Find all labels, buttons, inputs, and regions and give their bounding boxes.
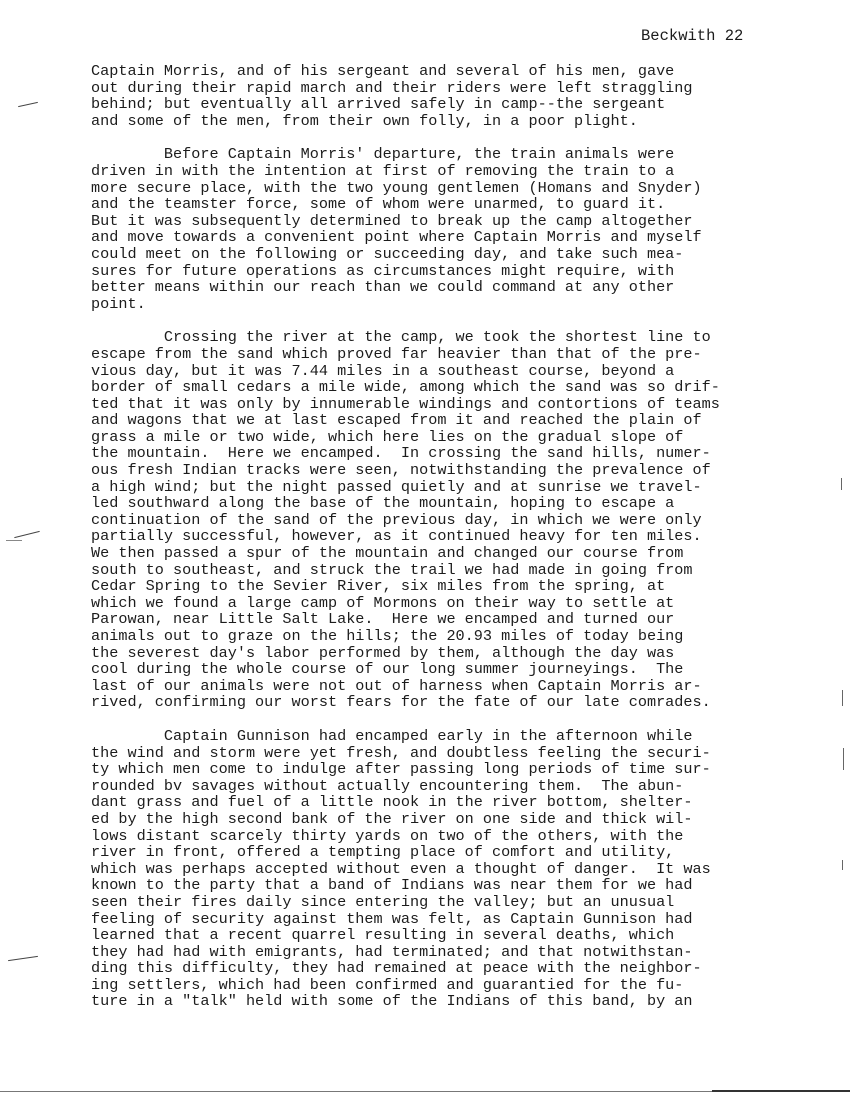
text-line: the severest day's labor performed by them, although the day was [91, 643, 675, 662]
scan-mark-right-1 [841, 478, 842, 490]
paragraph-3 [91, 329, 791, 711]
text-line: and wagons that we at last escaped from it and reached the plain of [91, 411, 702, 430]
scan-mark-right-3 [843, 748, 844, 770]
text-line: and some of the men, from their own folly, in a poor plight. [91, 111, 638, 130]
text-line: learned that a recent quarrel resulting in several deaths, which [91, 926, 675, 945]
paragraph-2 [91, 146, 791, 312]
paragraph-4 [91, 728, 791, 1010]
text-line: and the teamster force, some of whom were unarmed, to guard it. [91, 195, 666, 214]
text-line: partially successful, however, as it continued heavy for ten miles. [91, 527, 702, 546]
text-line: last of our animals were not out of harness when Captain Morris ar- [91, 676, 702, 695]
text-line: point. [91, 294, 146, 313]
text-line: and move towards a convenient point where Captain Morris and myself [91, 228, 702, 247]
text-line: which we found a large camp of Mormons on their way to settle at [91, 593, 675, 612]
page-bottom-rule-dark [712, 1090, 850, 1092]
text-line: animals out to graze on the hills; the 20.93 miles of today being [91, 627, 684, 645]
text-line: escape from the sand which proved far heavier than that of the pre- [91, 344, 702, 363]
text-line: We then passed a spur of the mountain and changed our course from [91, 544, 684, 563]
text-line: ed by the high second bank of the river on one side and thick wil- [91, 809, 693, 828]
text-line: grass a mile or two wide, which here lies on the gradual slope of [91, 427, 684, 446]
scan-mark-left-2 [14, 531, 39, 538]
text-line: ture in a "talk" held with some of the Indians of this band, by an [91, 992, 693, 1011]
text-line: which was perhaps accepted without even a thought of danger. It was [91, 859, 711, 878]
text-line: rounded bv savages without actually encountering them. The abun- [91, 776, 684, 795]
text-line: dant grass and fuel of a little nook in the river bottom, shelter- [91, 793, 693, 812]
text-line: behind; but eventually all arrived safely in camp--the sergeant [91, 95, 666, 114]
text-line: a high wind; but the night passed quietly and at sunrise we travel- [91, 477, 702, 496]
text-line: seen their fires daily since entering the valley; but an unusual [91, 892, 675, 911]
scan-mark-right-4 [842, 860, 843, 870]
text-line: driven in with the intention at first of removing the train to a [91, 161, 675, 180]
scan-mark-left-1 [18, 102, 38, 107]
text-line: led southward along the base of the mountain, hoping to escape a [91, 494, 675, 513]
scan-mark-right-2 [842, 690, 843, 706]
text-line: more secure place, with the two young gentlemen (Homans and Snyder) [91, 178, 702, 197]
text-line: Before Captain Morris' departure, the train animals were [91, 145, 675, 164]
text-line: ted that it was only by innumerable windings and contortions of teams [91, 394, 720, 413]
text-line: Crossing the river at the camp, we took the shortest line to [91, 328, 711, 347]
text-line: ing settlers, which had been confirmed and guarantied for the fu- [91, 975, 684, 994]
scan-mark-left-3 [6, 540, 22, 541]
text-line: south to southeast, and struck the trail we had made in going from [91, 560, 693, 579]
text-line: cool during the whole course of our long summer journeyings. The [91, 660, 684, 679]
text-line: ding this difficulty, they had remained at peace with the neighbor- [91, 959, 702, 978]
text-line: river in front, offered a tempting place of comfort and utility, [91, 843, 675, 862]
text-line: Captain Gunnison had encamped early in the afternoon while [91, 726, 693, 745]
text-line: better means within our reach than we could command at any other [91, 278, 675, 297]
scan-mark-left-4 [8, 956, 38, 961]
text-line: the mountain. Here we encamped. In crossing the sand hills, numer- [91, 444, 711, 463]
text-line: ty which men come to indulge after passing long periods of time sur- [91, 760, 711, 779]
text-line: continuation of the sand of the previous day, in which we were only [91, 510, 702, 529]
body-text [91, 63, 791, 1027]
paragraph-1 [91, 63, 791, 129]
text-line: ous fresh Indian tracks were seen, notwithstanding the prevalence of [91, 461, 711, 480]
text-line: But it was subsequently determined to break up the camp altogether [91, 211, 693, 230]
text-line: out during their rapid march and their riders were left straggling [91, 78, 693, 97]
text-line: Parowan, near Little Salt Lake. Here we encamped and turned our [91, 610, 675, 629]
text-line: vious day, but it was 7.44 miles in a southeast course, beyond a [91, 361, 675, 380]
text-line: they had had with emigrants, had terminated; and that notwithstan- [91, 942, 693, 961]
text-line: could meet on the following or succeeding day, and take such mea- [91, 244, 684, 263]
text-line: feeling of security against them was felt, as Captain Gunnison had [91, 909, 693, 928]
text-line: rived, confirming our worst fears for the fate of our late comrades. [91, 693, 711, 712]
text-line: Cedar Spring to the Sevier River, six miles from the spring, at [91, 577, 666, 596]
text-line: border of small cedars a mile wide, among which the sand was so drif- [91, 378, 720, 397]
text-line: the wind and storm were yet fresh, and doubtless feeling the securi- [91, 743, 711, 762]
page-header: Beckwith 22 [641, 27, 744, 45]
text-line: Captain Morris, and of his sergeant and several of his men, gave [91, 62, 675, 80]
text-line: lows distant scarcely thirty yards on two of the others, with the [91, 826, 684, 845]
text-line: sures for future operations as circumstances might require, with [91, 261, 675, 280]
text-line: known to the party that a band of Indians was near them for we had [91, 876, 693, 895]
